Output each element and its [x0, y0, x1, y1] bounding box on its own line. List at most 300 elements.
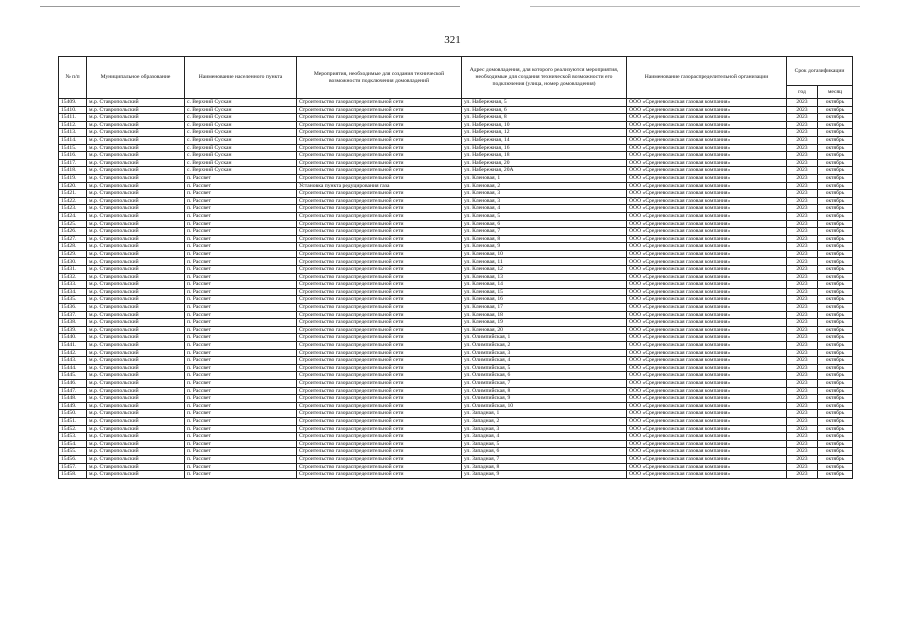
table-row — [59, 243, 853, 251]
year-cell: 2023 — [787, 106, 818, 114]
activity-cell: Строительство газораспределительной сети — [297, 190, 462, 198]
settlement-cell: п. Рассвет — [185, 288, 297, 296]
row-number: 15435. — [59, 296, 87, 304]
organization-cell: ООО «Средневолжская газовая компания» — [627, 144, 787, 152]
activity-cell: Строительство газораспределительной сети — [297, 304, 462, 312]
year-cell: 2023 — [787, 410, 818, 418]
municipality-cell: м.р. Ставропольский — [87, 258, 185, 266]
row-number: 15455. — [59, 448, 87, 456]
settlement-cell: п. Рассвет — [185, 190, 297, 198]
settlement-cell: п. Рассвет — [185, 281, 297, 289]
activity-cell: Строительство газораспределительной сети — [297, 433, 462, 441]
year-cell: 2023 — [787, 99, 818, 107]
year-cell: 2023 — [787, 182, 818, 190]
activity-cell: Строительство газораспределительной сети — [297, 395, 462, 403]
month-cell: октябрь — [818, 463, 853, 471]
table-row — [59, 364, 853, 372]
settlement-cell: п. Рассвет — [185, 182, 297, 190]
year-cell: 2023 — [787, 258, 818, 266]
activity-cell: Строительство газораспределительной сети — [297, 273, 462, 281]
row-number: 15424. — [59, 212, 87, 220]
table-row — [59, 349, 853, 357]
address-cell: ул. Олимпийская, 5 — [462, 364, 627, 372]
row-number: 15425. — [59, 220, 87, 228]
activity-cell: Строительство газораспределительной сети — [297, 205, 462, 213]
settlement-cell: п. Рассвет — [185, 410, 297, 418]
organization-cell: ООО «Средневолжская газовая компания» — [627, 250, 787, 258]
municipality-cell: м.р. Ставропольский — [87, 182, 185, 190]
row-number: 15409. — [59, 99, 87, 107]
year-cell: 2023 — [787, 273, 818, 281]
activity-cell: Строительство газораспределительной сети — [297, 212, 462, 220]
table-row — [59, 342, 853, 350]
settlement-cell: п. Рассвет — [185, 174, 297, 182]
municipality-cell: м.р. Ставропольский — [87, 197, 185, 205]
activity-cell: Строительство газораспределительной сети — [297, 228, 462, 236]
municipality-cell: м.р. Ставропольский — [87, 190, 185, 198]
organization-cell: ООО «Средневолжская газовая компания» — [627, 342, 787, 350]
year-cell: 2023 — [787, 152, 818, 160]
organization-cell: ООО «Средневолжская газовая компания» — [627, 121, 787, 129]
month-cell: октябрь — [818, 99, 853, 107]
address-cell: ул. Олимпийская, 3 — [462, 349, 627, 357]
year-cell: 2023 — [787, 463, 818, 471]
row-number: 15412. — [59, 121, 87, 129]
row-number: 15434. — [59, 288, 87, 296]
municipality-cell: м.р. Ставропольский — [87, 448, 185, 456]
address-cell: ул. Олимпийская, 9 — [462, 395, 627, 403]
municipality-cell: м.р. Ставропольский — [87, 304, 185, 312]
address-cell: ул. Кленовая, 13 — [462, 273, 627, 281]
month-cell: октябрь — [818, 228, 853, 236]
address-cell: ул. Олимпийская, 8 — [462, 387, 627, 395]
year-cell: 2023 — [787, 167, 818, 175]
table-row — [59, 273, 853, 281]
row-number: 15451. — [59, 417, 87, 425]
address-cell: ул. Олимпийская, 6 — [462, 372, 627, 380]
table-row — [59, 334, 853, 342]
municipality-cell: м.р. Ставропольский — [87, 121, 185, 129]
activity-cell: Строительство газораспределительной сети — [297, 342, 462, 350]
address-cell: ул. Набережная, 20А — [462, 167, 627, 175]
settlement-cell: с. Верхний Сускан — [185, 159, 297, 167]
activity-cell: Строительство газораспределительной сети — [297, 402, 462, 410]
organization-cell: ООО «Средневолжская газовая компания» — [627, 417, 787, 425]
year-cell: 2023 — [787, 455, 818, 463]
row-number: 15426. — [59, 228, 87, 236]
activity-cell: Строительство газораспределительной сети — [297, 319, 462, 327]
address-cell: ул. Кленовая, 8 — [462, 235, 627, 243]
activity-cell: Строительство газораспределительной сети — [297, 250, 462, 258]
year-cell: 2023 — [787, 205, 818, 213]
year-cell: 2023 — [787, 433, 818, 441]
month-cell: октябрь — [818, 121, 853, 129]
row-number: 15427. — [59, 235, 87, 243]
header-year: год — [787, 86, 818, 99]
municipality-cell: м.р. Ставропольский — [87, 379, 185, 387]
settlement-cell: п. Рассвет — [185, 250, 297, 258]
month-cell: октябрь — [818, 212, 853, 220]
settlement-cell: п. Рассвет — [185, 296, 297, 304]
table-row — [59, 471, 853, 479]
settlement-cell: п. Рассвет — [185, 425, 297, 433]
gasification-table — [58, 56, 853, 479]
municipality-cell: м.р. Ставропольский — [87, 319, 185, 327]
activity-cell: Строительство газораспределительной сети — [297, 106, 462, 114]
activity-cell: Строительство газораспределительной сети — [297, 311, 462, 319]
organization-cell: ООО «Средневолжская газовая компания» — [627, 311, 787, 319]
table-row — [59, 174, 853, 182]
row-number: 15429. — [59, 250, 87, 258]
activity-cell: Строительство газораспределительной сети — [297, 99, 462, 107]
activity-cell: Строительство газораспределительной сети — [297, 121, 462, 129]
table-row — [59, 455, 853, 463]
scan-artifact-line — [40, 6, 460, 7]
organization-cell: ООО «Средневолжская газовая компания» — [627, 326, 787, 334]
year-cell: 2023 — [787, 220, 818, 228]
municipality-cell: м.р. Ставропольский — [87, 273, 185, 281]
address-cell: ул. Кленовая, 3 — [462, 197, 627, 205]
month-cell: октябрь — [818, 448, 853, 456]
activity-cell: Строительство газораспределительной сети — [297, 296, 462, 304]
municipality-cell: м.р. Ставропольский — [87, 471, 185, 479]
year-cell: 2023 — [787, 228, 818, 236]
row-number: 15411. — [59, 114, 87, 122]
table-row — [59, 258, 853, 266]
municipality-cell: м.р. Ставропольский — [87, 136, 185, 144]
organization-cell: ООО «Средневолжская газовая компания» — [627, 114, 787, 122]
header-num: № п/п — [59, 57, 87, 99]
table-row — [59, 212, 853, 220]
organization-cell: ООО «Средневолжская газовая компания» — [627, 448, 787, 456]
organization-cell: ООО «Средневолжская газовая компания» — [627, 387, 787, 395]
month-cell: октябрь — [818, 281, 853, 289]
year-cell: 2023 — [787, 425, 818, 433]
address-cell: ул. Кленовая, 2 — [462, 182, 627, 190]
organization-cell: ООО «Средневолжская газовая компания» — [627, 258, 787, 266]
month-cell: октябрь — [818, 433, 853, 441]
month-cell: октябрь — [818, 417, 853, 425]
row-number: 15436. — [59, 304, 87, 312]
table-row — [59, 106, 853, 114]
activity-cell: Строительство газораспределительной сети — [297, 410, 462, 418]
row-number: 15449. — [59, 402, 87, 410]
table-row — [59, 228, 853, 236]
settlement-cell: с. Верхний Сускан — [185, 114, 297, 122]
year-cell: 2023 — [787, 357, 818, 365]
table-row — [59, 395, 853, 403]
address-cell: ул. Кленовая, 1 — [462, 174, 627, 182]
year-cell: 2023 — [787, 235, 818, 243]
settlement-cell: п. Рассвет — [185, 349, 297, 357]
address-cell: ул. Западная, 7 — [462, 455, 627, 463]
year-cell: 2023 — [787, 342, 818, 350]
address-cell: ул. Кленовая, 14 — [462, 281, 627, 289]
year-cell: 2023 — [787, 129, 818, 137]
row-number: 15413. — [59, 129, 87, 137]
municipality-cell: м.р. Ставропольский — [87, 440, 185, 448]
table-row — [59, 357, 853, 365]
year-cell: 2023 — [787, 372, 818, 380]
month-cell: октябрь — [818, 425, 853, 433]
table-row — [59, 235, 853, 243]
month-cell: октябрь — [818, 402, 853, 410]
municipality-cell: м.р. Ставропольский — [87, 243, 185, 251]
month-cell: октябрь — [818, 440, 853, 448]
row-number: 15423. — [59, 205, 87, 213]
organization-cell: ООО «Средневолжская газовая компания» — [627, 273, 787, 281]
row-number: 15416. — [59, 152, 87, 160]
row-number: 15441. — [59, 342, 87, 350]
settlement-cell: с. Верхний Сускан — [185, 144, 297, 152]
month-cell: октябрь — [818, 136, 853, 144]
month-cell: октябрь — [818, 387, 853, 395]
year-cell: 2023 — [787, 326, 818, 334]
year-cell: 2023 — [787, 266, 818, 274]
address-cell: ул. Кленовая, 12 — [462, 266, 627, 274]
settlement-cell: п. Рассвет — [185, 334, 297, 342]
activity-cell: Строительство газораспределительной сети — [297, 326, 462, 334]
activity-cell: Строительство газораспределительной сети — [297, 364, 462, 372]
month-cell: октябрь — [818, 296, 853, 304]
settlement-cell: п. Рассвет — [185, 220, 297, 228]
activity-cell: Строительство газораспределительной сети — [297, 235, 462, 243]
month-cell: октябрь — [818, 167, 853, 175]
table-row — [59, 114, 853, 122]
row-number: 15431. — [59, 266, 87, 274]
organization-cell: ООО «Средневолжская газовая компания» — [627, 136, 787, 144]
settlement-cell: п. Рассвет — [185, 235, 297, 243]
municipality-cell: м.р. Ставропольский — [87, 334, 185, 342]
activity-cell: Строительство газораспределительной сети — [297, 471, 462, 479]
address-cell: ул. Кленовая, 10 — [462, 250, 627, 258]
scan-artifact-line — [530, 6, 860, 7]
activity-cell: Строительство газораспределительной сети — [297, 159, 462, 167]
address-cell: ул. Олимпийская, 10 — [462, 402, 627, 410]
settlement-cell: п. Рассвет — [185, 440, 297, 448]
row-number: 15420. — [59, 182, 87, 190]
municipality-cell: м.р. Ставропольский — [87, 372, 185, 380]
table-row — [59, 311, 853, 319]
address-cell: ул. Набережная, 8 — [462, 114, 627, 122]
header-organization: Наименование газораспределительной организации — [627, 57, 787, 99]
year-cell: 2023 — [787, 387, 818, 395]
table-row — [59, 250, 853, 258]
activity-cell: Строительство газораспределительной сети — [297, 167, 462, 175]
row-number: 15428. — [59, 243, 87, 251]
page-number: 321 — [444, 34, 461, 46]
organization-cell: ООО «Средневолжская газовая компания» — [627, 129, 787, 137]
row-number: 15458. — [59, 471, 87, 479]
settlement-cell: п. Рассвет — [185, 455, 297, 463]
header-activity: Мероприятия, необходимые для создания технической возможности подключения домовладений — [297, 57, 462, 99]
address-cell: ул. Олимпийская, 2 — [462, 342, 627, 350]
year-cell: 2023 — [787, 440, 818, 448]
year-cell: 2023 — [787, 417, 818, 425]
address-cell: ул. Западная, 3 — [462, 425, 627, 433]
activity-cell: Строительство газораспределительной сети — [297, 129, 462, 137]
month-cell: октябрь — [818, 304, 853, 312]
header-month: месяц — [818, 86, 853, 99]
municipality-cell: м.р. Ставропольский — [87, 342, 185, 350]
row-number: 15430. — [59, 258, 87, 266]
address-cell: ул. Набережная, 16 — [462, 144, 627, 152]
settlement-cell: п. Рассвет — [185, 395, 297, 403]
activity-cell: Строительство газораспределительной сети — [297, 281, 462, 289]
activity-cell: Строительство газораспределительной сети — [297, 440, 462, 448]
organization-cell: ООО «Средневолжская газовая компания» — [627, 471, 787, 479]
activity-cell: Строительство газораспределительной сети — [297, 197, 462, 205]
organization-cell: ООО «Средневолжская газовая компания» — [627, 167, 787, 175]
row-number: 15417. — [59, 159, 87, 167]
year-cell: 2023 — [787, 212, 818, 220]
year-cell: 2023 — [787, 379, 818, 387]
address-cell: ул. Западная, 6 — [462, 448, 627, 456]
settlement-cell: п. Рассвет — [185, 364, 297, 372]
settlement-cell: п. Рассвет — [185, 433, 297, 441]
activity-cell: Строительство газораспределительной сети — [297, 266, 462, 274]
month-cell: октябрь — [818, 379, 853, 387]
table-row — [59, 410, 853, 418]
table-row — [59, 99, 853, 107]
table-row — [59, 319, 853, 327]
year-cell: 2023 — [787, 471, 818, 479]
organization-cell: ООО «Средневолжская газовая компания» — [627, 357, 787, 365]
month-cell: октябрь — [818, 364, 853, 372]
table-row — [59, 190, 853, 198]
activity-cell: Строительство газораспределительной сети — [297, 425, 462, 433]
table-row — [59, 304, 853, 312]
activity-cell: Строительство газораспределительной сети — [297, 357, 462, 365]
year-cell: 2023 — [787, 349, 818, 357]
year-cell: 2023 — [787, 304, 818, 312]
table-row — [59, 121, 853, 129]
month-cell: октябрь — [818, 395, 853, 403]
settlement-cell: с. Верхний Сускан — [185, 167, 297, 175]
address-cell: ул. Набережная, 18 — [462, 152, 627, 160]
address-cell: ул. Кленовая, 20 — [462, 326, 627, 334]
row-number: 15457. — [59, 463, 87, 471]
address-cell: ул. Кленовая, 3 — [462, 190, 627, 198]
table-row — [59, 379, 853, 387]
month-cell: октябрь — [818, 114, 853, 122]
row-number: 15454. — [59, 440, 87, 448]
organization-cell: ООО «Средневолжская газовая компания» — [627, 433, 787, 441]
activity-cell: Строительство газораспределительной сети — [297, 243, 462, 251]
row-number: 15445. — [59, 372, 87, 380]
row-number: 15450. — [59, 410, 87, 418]
settlement-cell: с. Верхний Сускан — [185, 99, 297, 107]
organization-cell: ООО «Средневолжская газовая компания» — [627, 281, 787, 289]
year-cell: 2023 — [787, 243, 818, 251]
municipality-cell: м.р. Ставропольский — [87, 311, 185, 319]
month-cell: октябрь — [818, 258, 853, 266]
address-cell: ул. Кленовая, 17 — [462, 304, 627, 312]
address-cell: ул. Кленовая, 6 — [462, 220, 627, 228]
row-number: 15442. — [59, 349, 87, 357]
activity-cell: Строительство газораспределительной сети — [297, 114, 462, 122]
settlement-cell: п. Рассвет — [185, 304, 297, 312]
table-row — [59, 402, 853, 410]
table-row — [59, 197, 853, 205]
table-row — [59, 182, 853, 190]
row-number: 15410. — [59, 106, 87, 114]
year-cell: 2023 — [787, 121, 818, 129]
organization-cell: ООО «Средневолжская газовая компания» — [627, 99, 787, 107]
municipality-cell: м.р. Ставропольский — [87, 357, 185, 365]
organization-cell: ООО «Средневолжская газовая компания» — [627, 402, 787, 410]
month-cell: октябрь — [818, 190, 853, 198]
month-cell: октябрь — [818, 471, 853, 479]
year-cell: 2023 — [787, 364, 818, 372]
municipality-cell: м.р. Ставропольский — [87, 266, 185, 274]
activity-cell: Строительство газораспределительной сети — [297, 220, 462, 228]
table-row — [59, 136, 853, 144]
settlement-cell: с. Верхний Сускан — [185, 152, 297, 160]
month-cell: октябрь — [818, 334, 853, 342]
settlement-cell: п. Рассвет — [185, 273, 297, 281]
row-number: 15422. — [59, 197, 87, 205]
year-cell: 2023 — [787, 334, 818, 342]
address-cell: ул. Набережная, 20 — [462, 159, 627, 167]
address-cell: ул. Олимпийская, 1 — [462, 334, 627, 342]
address-cell: ул. Кленовая, 7 — [462, 228, 627, 236]
year-cell: 2023 — [787, 250, 818, 258]
year-cell: 2023 — [787, 144, 818, 152]
year-cell: 2023 — [787, 114, 818, 122]
month-cell: октябрь — [818, 197, 853, 205]
header-term: Срок догазификации — [787, 57, 853, 86]
table-row — [59, 387, 853, 395]
municipality-cell: м.р. Ставропольский — [87, 425, 185, 433]
settlement-cell: с. Верхний Сускан — [185, 129, 297, 137]
municipality-cell: м.р. Ставропольский — [87, 220, 185, 228]
table-row — [59, 167, 853, 175]
activity-cell: Строительство газораспределительной сети — [297, 334, 462, 342]
municipality-cell: м.р. Ставропольский — [87, 463, 185, 471]
address-cell: ул. Западная, 8 — [462, 463, 627, 471]
settlement-cell: п. Рассвет — [185, 197, 297, 205]
row-number: 15447. — [59, 387, 87, 395]
municipality-cell: м.р. Ставропольский — [87, 296, 185, 304]
organization-cell: ООО «Средневолжская газовая компания» — [627, 296, 787, 304]
organization-cell: ООО «Средневолжская газовая компания» — [627, 455, 787, 463]
table-row — [59, 288, 853, 296]
municipality-cell: м.р. Ставропольский — [87, 288, 185, 296]
year-cell: 2023 — [787, 402, 818, 410]
settlement-cell: п. Рассвет — [185, 319, 297, 327]
address-cell: ул. Кленовая, 19 — [462, 319, 627, 327]
table-row — [59, 159, 853, 167]
month-cell: октябрь — [818, 152, 853, 160]
row-number: 15456. — [59, 455, 87, 463]
organization-cell: ООО «Средневолжская газовая компания» — [627, 197, 787, 205]
table-row — [59, 296, 853, 304]
activity-cell: Строительство газораспределительной сети — [297, 152, 462, 160]
row-number: 15415. — [59, 144, 87, 152]
year-cell: 2023 — [787, 448, 818, 456]
address-cell: ул. Набережная, 10 — [462, 121, 627, 129]
municipality-cell: м.р. Ставропольский — [87, 349, 185, 357]
organization-cell: ООО «Средневолжская газовая компания» — [627, 228, 787, 236]
row-number: 15421. — [59, 190, 87, 198]
row-number: 15452. — [59, 425, 87, 433]
organization-cell: ООО «Средневолжская газовая компания» — [627, 372, 787, 380]
address-cell: ул. Западная, 9 — [462, 471, 627, 479]
table-row — [59, 266, 853, 274]
month-cell: октябрь — [818, 205, 853, 213]
activity-cell: Строительство газораспределительной сети — [297, 379, 462, 387]
